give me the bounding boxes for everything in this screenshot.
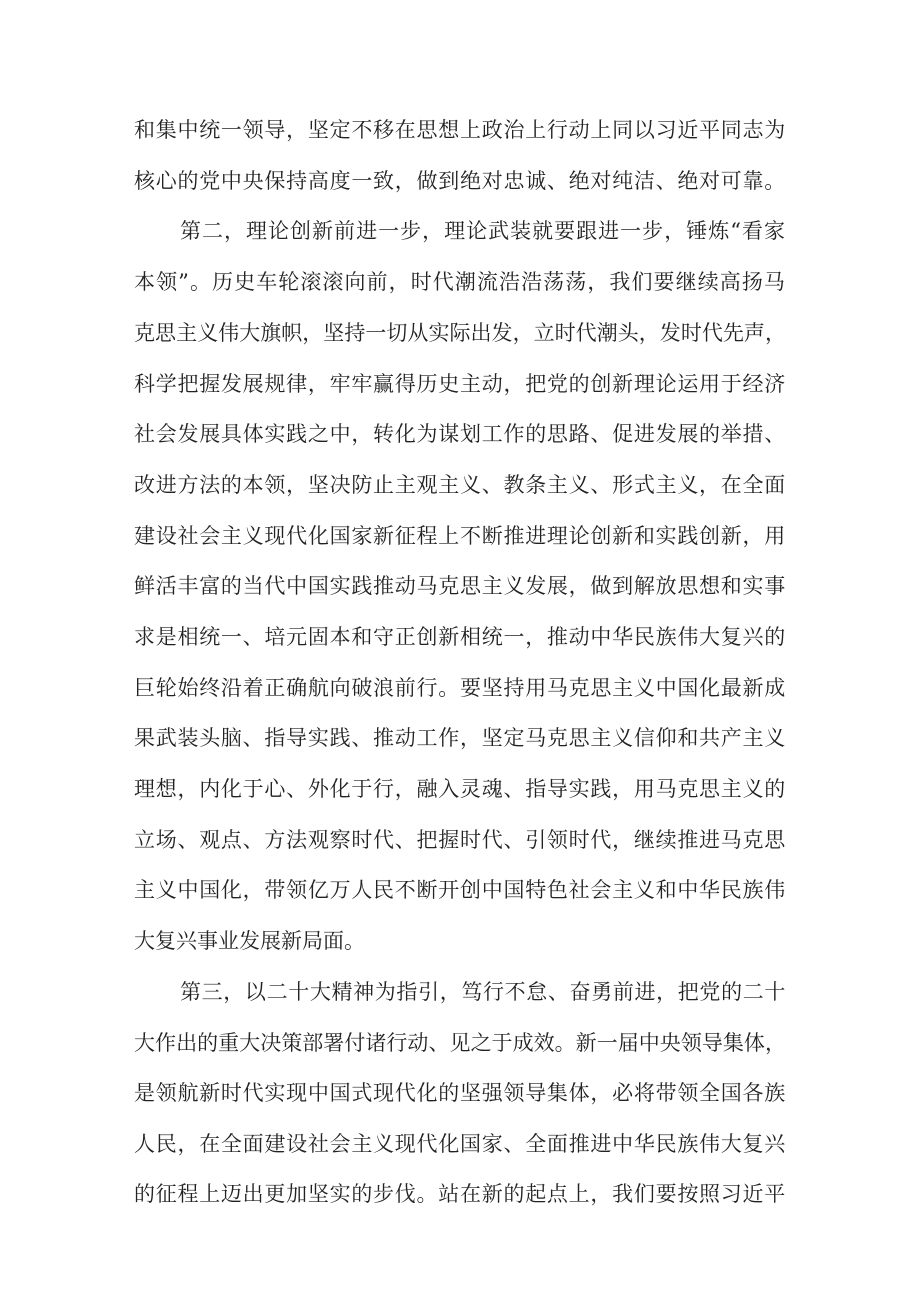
paragraph-start-line bbox=[0, 211, 920, 251]
text-line bbox=[0, 617, 920, 657]
line-text: 人民，在全面建设社会主义现代化国家、全面推进中华民族伟大复兴 bbox=[134, 1132, 786, 1156]
text-line bbox=[0, 820, 920, 860]
text-line bbox=[0, 769, 920, 809]
text-line bbox=[0, 262, 920, 302]
line-text: 鲜活丰富的当代中国实践推动马克思主义发展，做到解放思想和实事 bbox=[134, 574, 786, 598]
line-text: 主义中国化，带领亿万人民不断开创中国特色社会主义和中华民族伟 bbox=[134, 878, 786, 902]
text-line bbox=[0, 313, 920, 353]
line-text: 克思主义伟大旗帜，坚持一切从实际出发，立时代潮头，发时代先声， bbox=[134, 321, 786, 345]
text-line bbox=[0, 1073, 920, 1113]
line-text: 果武装头脑、指导实践、推动工作，坚定马克思主义信仰和共产主义 bbox=[134, 726, 786, 750]
line-text: 是领航新时代实现中国式现代化的坚强领导集体，必将带领全国各族 bbox=[134, 1081, 786, 1105]
text-line bbox=[0, 566, 920, 606]
line-text: 巨轮始终沿着正确航向破浪前行。要坚持用马克思主义中国化最新成 bbox=[134, 676, 786, 700]
line-text: 第二，理论创新前进一步，理论武装就要跟进一步，锤炼“看家 bbox=[180, 219, 786, 243]
line-text: 求是相统一、培元固本和守正创新相统一，推动中华民族伟大复兴的 bbox=[134, 625, 786, 649]
text-line bbox=[0, 161, 920, 201]
text-line bbox=[0, 718, 920, 758]
text-line bbox=[0, 465, 920, 505]
text-line bbox=[0, 870, 920, 910]
text-line bbox=[0, 364, 920, 404]
text-line bbox=[0, 110, 920, 150]
line-text: 大作出的重大决策部署付诸行动、见之于成效。新一届中央领导集体， bbox=[134, 1031, 786, 1055]
paragraph-end-line bbox=[0, 921, 920, 961]
paragraph-start-line bbox=[0, 972, 920, 1012]
text-line bbox=[0, 516, 920, 556]
line-text: 科学把握发展规律，牢牢赢得历史主动，把党的创新理论运用于经济 bbox=[134, 372, 786, 396]
line-text: 立场、观点、方法观察时代、把握时代、引领时代，继续推进马克思 bbox=[134, 828, 786, 852]
line-text: 本领”。历史车轮滚滚向前，时代潮流浩浩荡荡，我们要继续高扬马 bbox=[134, 270, 787, 294]
text-line bbox=[0, 668, 920, 708]
line-text: 第三，以二十大精神为指引，笃行不怠、奋勇前进，把党的二十 bbox=[180, 980, 787, 1004]
line-text: 核心的党中央保持高度一致，做到绝对忠诚、绝对纯洁、绝对可靠。 bbox=[134, 169, 786, 193]
line-text: 社会发展具体实践之中，转化为谋划工作的思路、促进发展的举措、 bbox=[134, 422, 786, 446]
line-text: 的征程上迈出更加坚实的步伐。站在新的起点上，我们要按照习近平 bbox=[134, 1182, 786, 1206]
text-line bbox=[0, 1124, 920, 1164]
text-line bbox=[0, 1174, 920, 1214]
line-text: 大复兴事业发展新局面。 bbox=[134, 929, 365, 953]
text-line bbox=[0, 414, 920, 454]
line-text: 改进方法的本领，坚决防止主观主义、教条主义、形式主义，在全面 bbox=[134, 473, 786, 497]
line-text: 和集中统一领导，坚定不移在思想上政治上行动上同以习近平同志为 bbox=[134, 118, 786, 142]
line-text: 理想，内化于心、外化于行，融入灵魂、指导实践，用马克思主义的 bbox=[134, 777, 786, 801]
text-line bbox=[0, 1023, 920, 1063]
line-text: 建设社会主义现代化国家新征程上不断推进理论创新和实践创新，用 bbox=[134, 524, 786, 548]
